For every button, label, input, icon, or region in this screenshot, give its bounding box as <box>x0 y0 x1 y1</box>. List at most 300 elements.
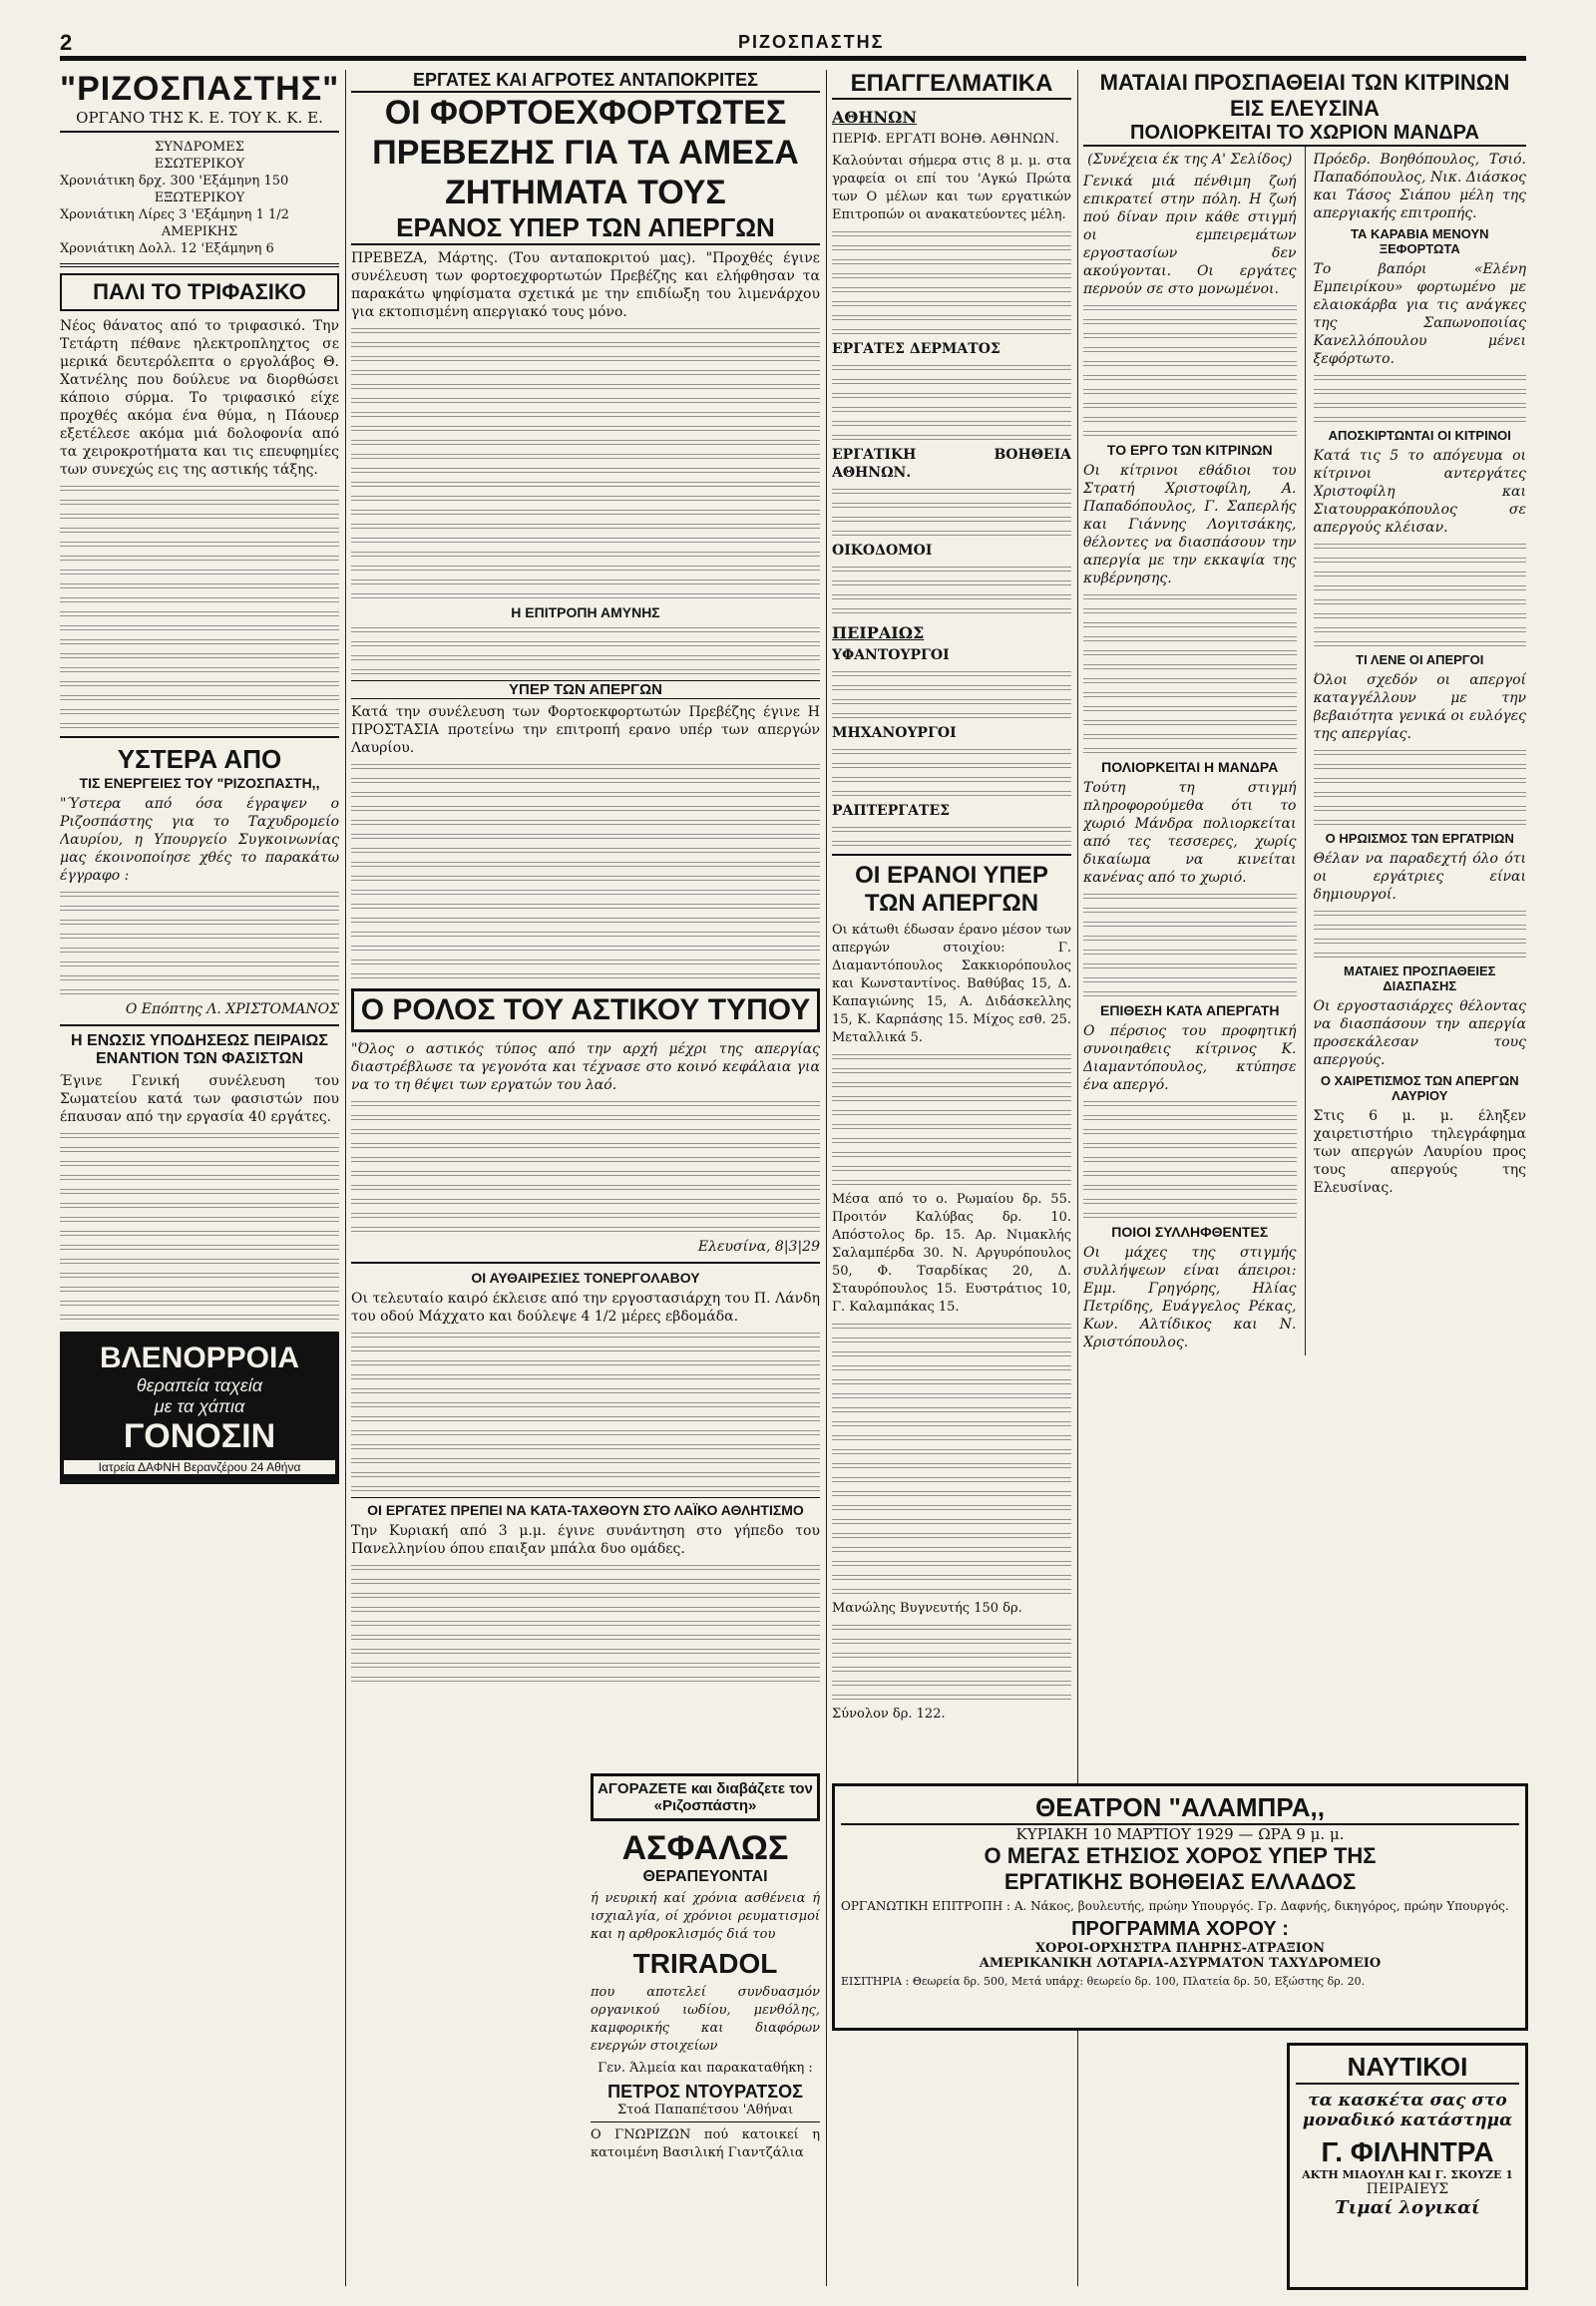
text-line-placeholder <box>60 608 339 618</box>
text-line-placeholder <box>832 1622 1071 1632</box>
text-line-placeholder <box>832 312 1071 322</box>
text-line-placeholder <box>60 622 339 632</box>
text-line-placeholder <box>832 1390 1071 1400</box>
text-line-placeholder <box>1314 624 1527 634</box>
section-peiraios: ΠΕΙΡΑΙΩΣ <box>832 623 925 642</box>
text-line-placeholder <box>60 917 339 927</box>
headline-ergo: ΤΟ ΕΡΓΟ ΤΩΝ ΚΙΤΡΙΝΩΝ <box>1106 442 1273 458</box>
text-line-placeholder <box>60 986 339 996</box>
text-line-placeholder <box>1314 817 1527 827</box>
headline-iroismos: Ο ΗΡΩΙΣΜΟΣ ΤΩΝ ΕΡΓΑΤΡΙΩΝ <box>1325 831 1514 846</box>
text-line-placeholder <box>60 706 339 716</box>
text-line-placeholder <box>351 465 820 475</box>
text-line-placeholder <box>351 638 820 648</box>
text-line-placeholder <box>1083 1126 1297 1136</box>
text-line-placeholder <box>832 577 1071 587</box>
theatre-orchestra: ΧΟΡΟΙ-ΟΡΧΗΣΤΡΑ ΠΛΗΡΗΣ-ΑΤΡΑΞΙΟΝ <box>1034 1941 1326 1956</box>
text-line-placeholder <box>832 1432 1071 1442</box>
headline-xairetismos: Ο ΧΑΙΡΕΤΙΣΜΟΣ ΤΩΝ ΑΠΕΡΓΩΝ ΛΑΥΡΙΟΥ <box>1320 1073 1519 1103</box>
text-line-placeholder <box>832 1135 1071 1145</box>
text-line-placeholder <box>60 1130 339 1140</box>
text-line-placeholder <box>1083 745 1297 755</box>
article-ergates: Την Κυριακή από 3 μ.μ. έγινε συνάντηση στο γήπεδο του Πανελληνίου όπου επαιξαν μπάλα δυο ομάδες. <box>351 1523 820 1557</box>
text-line-placeholder <box>60 1144 339 1154</box>
text-line-placeholder <box>832 1572 1071 1582</box>
text-line-placeholder <box>1314 761 1527 771</box>
ergates-dermaton: ΕΡΓΑΤΕΣ ΔΕΡΜΑΤΟΣ <box>832 341 1000 357</box>
text-line-placeholder <box>832 1692 1071 1702</box>
text-line-placeholder <box>1314 386 1527 396</box>
text-line-placeholder <box>832 376 1071 386</box>
text-line-placeholder <box>351 563 820 573</box>
text-line-placeholder <box>832 760 1071 770</box>
text-line-placeholder <box>832 500 1071 510</box>
text-line-placeholder <box>351 590 820 600</box>
text-line-placeholder <box>1083 633 1297 643</box>
text-line-placeholder <box>351 1126 820 1136</box>
text-line-placeholder <box>60 720 339 730</box>
text-line-placeholder <box>832 838 1071 848</box>
text-line-placeholder <box>1083 1098 1297 1108</box>
text-line-placeholder <box>832 228 1071 238</box>
text-line-placeholder <box>1083 386 1297 396</box>
asfalos-ad <box>591 1765 820 2294</box>
text-line-placeholder <box>832 1446 1071 1456</box>
page-number: 2 <box>60 30 73 55</box>
subs-interior-rate: Χρονιάτικη δρχ. 300 'Εξάμηνη 150 <box>60 174 289 189</box>
article-rolos: "Όλος ο αστικός τύπος από την αρχή μέχρι της απεργίας διαστρέβλωσε τα γεγονότα και τέχνασε στο κοινό κεφάλαια για να το τη θέψει των εργατών του λαό. <box>351 1041 820 1093</box>
headline-eranos: ΕΡΑΝΟΣ ΥΠΕΡ ΤΩΝ ΑΠΕΡΓΩΝ <box>351 212 820 245</box>
text-line-placeholder <box>351 437 820 447</box>
text-line-placeholder <box>60 1214 339 1224</box>
article-karavia: Το βαπόρι «Ελένη Εμπειρίκου» φορτωμένο με ελαιοκάρβα για τις ανάγκες της Σαπωνοποιίας Κανελλόπουλου μένει ξεφόρτωτο. <box>1313 261 1526 367</box>
text-line-placeholder <box>832 1650 1071 1660</box>
text-line-placeholder <box>60 497 339 507</box>
text-line-placeholder <box>351 1399 820 1409</box>
headline-ystera-sub: ΤΙΣ ΕΝΕΡΓΕΙΕΣ ΤΟΥ "ΡΙΖΟΣΠΑΣΤΗ,, <box>79 775 320 791</box>
text-line-placeholder <box>832 404 1071 414</box>
text-line-placeholder <box>60 664 339 674</box>
text-line-placeholder <box>1083 717 1297 727</box>
text-line-placeholder <box>60 553 339 563</box>
therapevontai-title: ΘΕΡΑΠΕΥΟΝΤΑΙ <box>642 1868 768 1885</box>
headline-aposkirt: ΑΠΟΣΚΙΡΤΩΝΤΑΙ ΟΙ ΚΙΤΡΙΝΟΙ <box>1328 428 1511 443</box>
text-line-placeholder <box>832 1163 1071 1173</box>
asfalos-text: ή νευρική καί χρόνια ασθένεια ή ισχιαλγία, οί χρόνιοι ρευματισμοί και η αρθροκλισμός διά του <box>591 1891 820 1942</box>
text-line-placeholder <box>1314 638 1527 648</box>
article-toner: Οι τελευταίο καιρό έκλεισε από την εργοστασιάρχη του Π. Λάνδη του οδού Μάχχατο και δούλεψε 4 1/2 μέρες εβδομάδα. <box>351 1291 820 1325</box>
text-line-placeholder <box>351 507 820 517</box>
text-line-placeholder <box>832 1335 1071 1345</box>
text-line-placeholder <box>1083 1140 1297 1150</box>
text-line-placeholder <box>1083 647 1297 657</box>
text-line-placeholder <box>351 789 820 799</box>
text-line-placeholder <box>832 298 1071 308</box>
text-line-placeholder <box>351 1168 820 1178</box>
text-line-placeholder <box>60 1298 339 1308</box>
article-xairetismos: Στις 6 μ. μ. έληξεν χαιρετιστήριο τηλεγράφημα των απεργών Λαυρίου προς τους απεργούς της Ελευσίνας. <box>1313 1108 1526 1196</box>
text-line-placeholder <box>60 692 339 702</box>
text-line-placeholder <box>351 1427 820 1437</box>
article-mataies-prosp: Οι εργοστασιάρχες θέλοντας να διασπάσουν την απεργία προσεκάλεσαν τους απεργούς. <box>1313 998 1526 1068</box>
text-line-placeholder <box>832 1530 1071 1540</box>
text-line-placeholder <box>60 1228 339 1238</box>
text-line-placeholder <box>351 1562 820 1572</box>
divider <box>60 736 339 738</box>
triradol-note: Γεν. Άλμεία και παρακαταθήκη : <box>598 2061 813 2076</box>
nautikoi-ad <box>1287 2043 1528 2290</box>
mixanourgoi: ΜΗΧΑΝΟΥΡΓΟΙ <box>832 725 957 741</box>
text-line-placeholder <box>351 1632 820 1642</box>
text-line-placeholder <box>832 1079 1071 1089</box>
text-line-placeholder <box>832 1348 1071 1358</box>
rolos-box <box>351 988 820 1032</box>
text-line-placeholder <box>1314 582 1527 592</box>
article-aposkirt: Κατά τις 5 το απόγευμα οι κίτρινοι αντεργάτες Χριστοφίλη και Σιατουρρακόπουλος σε απεργούς κλέισαν. <box>1313 448 1526 536</box>
text-line-placeholder <box>832 591 1071 601</box>
text-line-placeholder <box>351 1330 820 1340</box>
text-line-placeholder <box>1083 961 1297 970</box>
text-line-placeholder <box>351 409 820 419</box>
triradol-brand: TRIRADOL <box>632 1948 778 1979</box>
text-line-placeholder <box>832 1558 1071 1568</box>
text-line-placeholder <box>60 483 339 493</box>
headline-eranoi: ΟΙ ΕΡΑΝΟΙ ΥΠΕΡ ΤΩΝ ΑΠΕΡΓΩΝ <box>855 862 1048 917</box>
ad-gonosin-brand: ΓΟΝΟΣΙΝ <box>123 1417 276 1455</box>
theatre-headline-2: ΕΡΓΑΤΙΚΗΣ ΒΟΗΘΕΙΑΣ ΕΛΛΑΔΟΣ <box>1003 1869 1357 1894</box>
masthead-subtitle: ΟΡΓΑΝΟ ΤΗΣ Κ. Ε. ΤΟΥ Κ. Κ. Ε. <box>60 109 339 133</box>
text-line-placeholder <box>832 605 1071 615</box>
text-line-placeholder <box>1083 933 1297 943</box>
text-line-placeholder <box>351 423 820 433</box>
text-line-placeholder <box>351 1196 820 1206</box>
text-line-placeholder <box>60 1270 339 1280</box>
text-line-placeholder <box>351 775 820 785</box>
text-line-placeholder <box>351 957 820 966</box>
text-line-placeholder <box>1083 1168 1297 1178</box>
text-line-placeholder <box>1314 803 1527 813</box>
text-line-placeholder <box>351 325 820 335</box>
text-line-placeholder <box>351 1224 820 1234</box>
text-line-placeholder <box>351 1182 820 1192</box>
text-line-placeholder <box>1083 689 1297 699</box>
article-enosis: Έγινε Γενική συνέλευση του Σωματείου κατά των φασιστών που έπαυσαν από την εργασία 40 εργάτες. <box>60 1073 339 1125</box>
subs-interior: ΕΣΩΤΕΡΙΚΟΥ <box>154 157 245 172</box>
text-line-placeholder <box>351 1210 820 1220</box>
text-line-placeholder <box>351 817 820 827</box>
theatre-lottery: ΑΜΕΡΙΚΑΝΙΚΗ ΛΟΤΑΡΙΑ-ΑΣΥΡΜΑΤΟΝ ΤΑΧΥΔΡΟΜΕΙΟ <box>979 1956 1382 1971</box>
asfalos-title: ΑΣΦΑΛΩΣ <box>621 1829 789 1867</box>
text-line-placeholder <box>832 1121 1071 1131</box>
headline-episeisi: ΕΠΙΘΕΣΗ ΚΑΤΑ ΑΠΕΡΓΑΤΗ <box>1100 1002 1280 1018</box>
ad-gonosin-line2: θεραπεία ταχεία <box>136 1375 263 1395</box>
text-line-placeholder <box>351 1483 820 1493</box>
text-line-placeholder <box>832 1544 1071 1554</box>
headline-apergon: ΥΠΕΡ ΤΩΝ ΑΠΕΡΓΩΝ <box>351 680 820 699</box>
text-line-placeholder <box>351 624 820 634</box>
text-line-placeholder <box>832 1488 1071 1498</box>
correspondents-band: ΕΡΓΑΤΕΣ ΚΑΙ ΑΓΡΟΤΕΣ ΑΝΤΑΠΟΚΡΙΤΕΣ <box>351 70 820 93</box>
text-line-placeholder <box>1083 905 1297 915</box>
article-apergon: Κατά την συνέλευση των Φορτοεκφορτωτών Πρεβέζης έγινε Η ΠΡΟΣΤΑΣΙΑ προτείνω την επιτροπή ερανο υπέρ των απεργών Λαυρίου. <box>351 704 820 756</box>
text-line-placeholder <box>1314 400 1527 410</box>
text-line-placeholder <box>1083 974 1297 984</box>
text-line-placeholder <box>832 418 1071 428</box>
rolos-signature: Ελευσίνα, 8|3|29 <box>697 1239 820 1255</box>
text-line-placeholder <box>1314 922 1527 932</box>
text-line-placeholder <box>351 1371 820 1381</box>
text-line-placeholder <box>1314 950 1527 960</box>
subs-america: ΑΜΕΡΙΚΗΣ <box>161 224 238 239</box>
headline-toner: ΟΙ ΑΥΘΑΙΡΕΣΙΕΣ ΤΟΝΕΡΓΟΛΑΒΟΥ <box>471 1270 700 1286</box>
text-line-placeholder <box>1314 747 1527 757</box>
headline-apergoi: ΤΙ ΛΕΝΕ ΟΙ ΑΠΕΡΓΟΙ <box>1356 652 1484 667</box>
article-eranoi-2: Μέσα από το ο. Ρωμαίου δρ. 55. Προιτόν Καλύβας δρ. 10. Απόστολος δρ. 15. Αρ. Νιμακλής Σαλαμπέρδα 30. Ν. Αργυρόπουλος 50, Φ. Τσαρδίκας 20, Δ. Σταυρόπουλος 15. Ευστράτιος 10, Γ. Καλαμπάκας 15. <box>832 1192 1071 1315</box>
text-line-placeholder <box>832 1460 1071 1470</box>
headline-preveza: ΟΙ ΦΟΡΤΟΕΧΦΟΡΤΩΤΕΣ ΠΡΕΒΕΖΗΣ ΓΙΑ ΤΑ ΑΜΕΣΑ ΖΗΤΗΜΑΤΑ ΤΟΥΣ <box>372 94 799 211</box>
article-apergoi: Όλοι σχεδόν οι απεργοί καταγγέλλουν με την βεβαιότητα γενικά οι ευλόγες της απεργίας. <box>1313 672 1526 742</box>
text-line-placeholder <box>1314 569 1527 578</box>
divider <box>60 1024 339 1026</box>
text-line-placeholder <box>832 284 1071 294</box>
article-mataiai: Γενικά μιά πένθιμη ζωή επικρατεί στην πόλη. Η ζωή πού δίναν πριν κάθε στιγμή οι εμπειρεμάτων εργοστασίων δεν ακούγονται. Οι εργάτες περνούν σε στο μονωμένοι. <box>1083 174 1297 297</box>
text-line-placeholder <box>832 1149 1071 1159</box>
text-line-placeholder <box>832 256 1071 266</box>
text-line-placeholder <box>832 486 1071 496</box>
text-line-placeholder <box>1083 1196 1297 1206</box>
text-line-placeholder <box>60 511 339 521</box>
text-line-placeholder <box>1083 919 1297 929</box>
text-line-placeholder <box>351 576 820 586</box>
text-line-placeholder <box>832 1321 1071 1331</box>
divider <box>826 70 827 2286</box>
subs-exterior: ΕΞΩΤΕΡΙΚΟΥ <box>154 191 245 205</box>
text-line-placeholder <box>351 1112 820 1122</box>
article-ergo: Οι κίτρινοι εθάδιοι του Στρατή Χριστοφίλη, Α. Παπαδόπουλος, Γ. Σαπερλής και Γιάννης Λογιτσάκης, θέλοντες να διασπάσουν την απεργία με την εκκαψία της κυβέρνησης. <box>1083 463 1297 586</box>
text-line-placeholder <box>60 580 339 590</box>
headline-ergates: ΟΙ ΕΡΓΑΤΕΣ ΠΡΕΠΕΙ ΝΑ ΚΑΤΑ-ΤΑΧΘΟΥΝ ΣΤΟ ΛΑΪΚΟ ΑΘΛΗΤΙΣΜΟ <box>351 1497 820 1518</box>
column-4 <box>1083 70 1526 1767</box>
text-line-placeholder <box>832 242 1071 252</box>
subs-exterior-rate: Χρονιάτικη Λίρες 3 'Εξάμηνη 1 1/2 <box>60 207 289 222</box>
text-line-placeholder <box>1314 555 1527 565</box>
text-line-placeholder <box>832 1516 1071 1526</box>
text-line-placeholder <box>1083 316 1297 326</box>
text-line-placeholder <box>351 521 820 531</box>
headline-epitropi: Η ΕΠΙΤΡΟΠΗ ΑΜΥΝΗΣ <box>511 604 660 620</box>
text-line-placeholder <box>60 650 339 660</box>
article-syllifthentes: Οι μάχες της στιγμής συλλήψεων είναι άπειροι: Εμμ. Γρηγόρης, Ηλίας Πετρίδης, Ευάγγελος Ρέκας, Κων. Αλτίδικος και Ν. Χριστόπουλος. <box>1083 1245 1297 1350</box>
raptergates: ΡΑΠΤΕΡΓΑΤΕΣ <box>832 803 951 819</box>
agorazete-box <box>591 1773 820 1821</box>
text-line-placeholder <box>832 1107 1071 1117</box>
headline-syllifthentes: ΠΟΙΟΙ ΣΥΛΛΗΦΘΕΝΤΕΣ <box>1111 1224 1269 1240</box>
text-line-placeholder <box>1083 358 1297 368</box>
text-line-placeholder <box>1314 775 1527 785</box>
text-line-placeholder <box>1314 414 1527 424</box>
text-line-placeholder <box>60 1312 339 1322</box>
text-line-placeholder <box>1083 891 1297 901</box>
ad-gonosin <box>60 1332 339 1484</box>
text-line-placeholder <box>351 887 820 897</box>
headline-trifasiko: ΠΑΛΙ ΤΟ ΤΡΙΦΑΣΙΚΟ <box>60 273 339 311</box>
text-line-placeholder <box>1083 302 1297 312</box>
theatre-organizers: ΟΡΓΑΝΩΤΙΚΗ ΕΠΙΤΡΟΠΗ : Α. Νάκος, βουλευτής, πρώην Υπουργός. Γρ. Δαφνής, δικηγόρος, πρώην Υπουργός. <box>841 1899 1509 1913</box>
text-line-placeholder <box>1083 344 1297 354</box>
article-trifasiko: Νέος θάνατος από το τριφασικό. Την Τετάρτη πέθανε ηλεκτροπληχτος σε μερικά δευτερόλεπτα ο εργολάβος Θ. Χατνέλης που δούλευε να διορθώσει κάποιο σύρμα. Το τριφασικό είχε προχθές ακόμα ένα θύμα, η Πάουερ εξετέλεσε ακόμα μιά δολοφονία από τα χειροκροτήματα και τις επευφημίες των συνεχώς εις της αστικής τάξης. <box>60 318 339 478</box>
text-line-placeholder <box>832 710 1071 720</box>
text-line-placeholder <box>60 1172 339 1182</box>
text-line-placeholder <box>1083 619 1297 629</box>
text-line-placeholder <box>1083 400 1297 410</box>
text-line-placeholder <box>351 761 820 771</box>
headline-enosis: Η ΕΝΩΣΙΣ ΥΠΟΔΗΣΕΩΣ ΠΕΙΡΑΙΩΣ ΕΝΑΝΤΙΟΝ ΤΩΝ ΦΑΣΙΣΤΩΝ <box>71 1032 328 1067</box>
subscriptions-title: ΣΥΝΔΡΟΜΕΣ <box>155 140 244 155</box>
eranoi-total: Σύνολον δρ. 122. <box>832 1707 946 1722</box>
text-line-placeholder <box>1083 731 1297 741</box>
article-preveza: ΠΡΕΒΕΖΑ, Μάρτης. (Του ανταποκριτού μας). "Προχθές έγινε συνέλευση των φορτοεχφορτωτών Πρεβέζης και ελήφθησαν τα παρακάτω ψηφίσματα σχετικά με την επιδίωξη του λιμενάρχου για εκτοπισμένη απεργιακό τους μόνο. <box>351 250 820 320</box>
text-line-placeholder <box>1083 1154 1297 1164</box>
theatre-tickets: ΕΙΣΙΤΗΡΙΑ : Θεωρεία δρ. 500, Μετά υπάρχ: θεωρείο δρ. 100, Πλατεία δρ. 50, Εξώστης δρ. 20. <box>841 1975 1366 1988</box>
text-line-placeholder <box>832 788 1071 798</box>
text-line-placeholder <box>1314 610 1527 620</box>
text-line-placeholder <box>351 652 820 662</box>
text-line-placeholder <box>351 1140 820 1150</box>
text-line-placeholder <box>351 479 820 489</box>
headline-mataiai: ΜΑΤΑΙΑΙ ΠΡΟΣΠΑΘΕΙΑΙ ΤΩΝ ΚΙΤΡΙΝΩΝ ΕΙΣ ΕΛΕΥΣΙΝΑ <box>1099 70 1510 121</box>
continuation-note: (Συνέχεια έκ της Α' Σελίδος) <box>1087 152 1293 168</box>
theatre-program: ΠΡΟΓΡΑΜΜΑ ΧΟΡΟΥ : <box>1071 1918 1289 1940</box>
eranoi-manolis: Μανώλης Βυγνευτής 150 δρ. <box>832 1601 1022 1616</box>
col4-split <box>1083 147 1526 1355</box>
nautikoi-text: τα κασκέτα σας στο μοναδικό κατάστημα <box>1302 2091 1513 2130</box>
text-line-placeholder <box>832 1678 1071 1688</box>
ad-gonosin-address: Ιατρεία ΔΑΦΝΗ Βερανζέρου 24 Αθήνα <box>64 1460 335 1474</box>
article-ystera: "Ύστερα από όσα έγραψεν ο Ριζοσπάστης για το Ταχυδρομείο Λαυρίου, η Υπουργείο Συγκοινωνίας μας έκοινοποίησε χθές το παρακάτω έγγραφο : <box>60 796 339 884</box>
theatre-headline-1: Ο ΜΕΓΑΣ ΕΤΗΣΙΟΣ ΧΟΡΟΣ ΥΠΕΡ ΤΗΣ <box>984 1843 1377 1868</box>
text-line-placeholder <box>351 1646 820 1656</box>
triradol-text: που αποτελεί συνδυασμόν οργανικού ιωδίου, μενθόλης, καμφορικής και διαφόρων ενεργών στοιχείων <box>591 1985 820 2054</box>
text-line-placeholder <box>1083 947 1297 957</box>
text-line-placeholder <box>1083 330 1297 340</box>
text-line-placeholder <box>60 972 339 982</box>
text-line-placeholder <box>351 1357 820 1367</box>
text-line-placeholder <box>60 1256 339 1266</box>
section-athinon: ΑΘΗΝΩΝ <box>832 108 917 127</box>
text-line-placeholder <box>351 970 820 980</box>
text-line-placeholder <box>1083 1210 1297 1220</box>
text-line-placeholder <box>60 889 339 899</box>
text-line-placeholder <box>832 528 1071 538</box>
text-line-placeholder <box>351 367 820 377</box>
text-line-placeholder <box>832 1404 1071 1414</box>
text-line-placeholder <box>351 845 820 855</box>
running-head-title: ΡΙΖΟΣΠΑΣΤΗΣ <box>738 32 885 52</box>
header-rule <box>60 42 1526 61</box>
text-line-placeholder <box>832 682 1071 692</box>
text-line-placeholder <box>60 945 339 955</box>
text-line-placeholder <box>832 1418 1071 1428</box>
petros-name: ΠΕΤΡΟΣ ΝΤΟΥΡΑΤΣΟΣ <box>607 2082 803 2102</box>
text-line-placeholder <box>351 1590 820 1600</box>
text-line-placeholder <box>351 339 820 349</box>
text-line-placeholder <box>351 901 820 911</box>
text-line-placeholder <box>832 1093 1071 1103</box>
periph-text: Καλούνται σήμερα στις 8 μ. μ. στα γραφεία οι επί του 'Αγκώ Πρώτα των Ο μέλων και των εργατικών Επιτροπών οι ανακατεύοντες μέλη. <box>832 154 1071 222</box>
oikodomoi: ΟΙΚΟΔΟΜΟΙ <box>832 543 933 559</box>
text-line-placeholder <box>832 824 1071 834</box>
text-line-placeholder <box>351 859 820 869</box>
text-line-placeholder <box>832 1376 1071 1386</box>
ystera-signature: Ο Επόπτης Λ. ΧΡΙΣΤΟΜΑΝΟΣ <box>125 1001 339 1017</box>
text-line-placeholder <box>60 1186 339 1196</box>
text-line-placeholder <box>351 451 820 461</box>
text-line-placeholder <box>60 1242 339 1252</box>
text-line-placeholder <box>351 1455 820 1465</box>
text-line-placeholder <box>351 666 820 676</box>
theatre-date: ΚΥΡΙΑΚΗ 10 ΜΑΡΤΙΟΥ 1929 — ΩΡΑ 9 μ. μ. <box>1015 1825 1345 1843</box>
text-line-placeholder <box>60 903 339 913</box>
text-line-placeholder <box>351 1385 820 1395</box>
text-line-placeholder <box>351 873 820 883</box>
filintra-name: Γ. ΦΙΛΗΝΤΡΑ <box>1321 2136 1494 2167</box>
text-line-placeholder <box>351 395 820 405</box>
text-line-placeholder <box>351 1469 820 1479</box>
text-line-placeholder <box>832 1586 1071 1596</box>
text-line-placeholder <box>351 493 820 503</box>
text-line-placeholder <box>1314 372 1527 382</box>
col4-left <box>1083 147 1297 1355</box>
text-line-placeholder <box>832 1362 1071 1372</box>
headline-poliorkeitai: ΠΟΛΙΟΡΚΕΙΤΑΙ ΤΟ ΧΩΡΙΟΝ ΜΑΝΔΡΑ <box>1083 122 1526 147</box>
periph-label: ΠΕΡΙΦ. ΕΡΓΑΤΙ ΒΟΗΘ. ΑΘΗΝΩΝ. <box>832 132 1059 147</box>
text-line-placeholder <box>60 959 339 968</box>
text-line-placeholder <box>60 1158 339 1168</box>
filintra-address: ΑΚΤΗ ΜΙΑΟΥΛΗ ΚΑΙ Γ. ΣΚΟΥΖΕ 1 <box>1302 2168 1513 2181</box>
text-line-placeholder <box>1083 1182 1297 1192</box>
theatre-ad <box>832 1783 1528 2031</box>
text-line-placeholder <box>351 1344 820 1353</box>
text-line-placeholder <box>1083 1112 1297 1122</box>
headline-epaggelmatika: ΕΠΑΓΓΕΛΜΑΤΙΚΑ <box>832 70 1071 100</box>
divider <box>345 70 346 2286</box>
col4-right <box>1314 147 1527 1355</box>
text-line-placeholder <box>832 326 1071 336</box>
text-line-placeholder <box>351 1576 820 1586</box>
text-line-placeholder <box>832 1502 1071 1512</box>
text-line-placeholder <box>1083 988 1297 998</box>
yfantourgoi: ΥΦΑΝΤΟΥΡΓΟΙ <box>832 647 950 663</box>
text-line-placeholder <box>1083 661 1297 671</box>
filintra-prices: Τιμαί λογικαί <box>1335 2197 1480 2218</box>
text-line-placeholder <box>351 1618 820 1628</box>
text-line-placeholder <box>832 362 1071 372</box>
text-line-placeholder <box>832 1474 1071 1484</box>
text-line-placeholder <box>832 1664 1071 1674</box>
column-1 <box>60 70 339 2286</box>
text-line-placeholder <box>351 1674 820 1684</box>
col4-names: Πρόεδρ. Βοηθόπουλος, Τσιό. Παπαδόπουλος, Νικ. Διάσκος και Τάσος Σιάπου μέλη της απεργιακής επιτροπής. <box>1313 152 1526 221</box>
text-line-placeholder <box>1083 703 1297 713</box>
text-line-placeholder <box>351 831 820 841</box>
ad-gonosin-line3: με τα χάπια <box>154 1396 245 1416</box>
headline-poliork-mandra: ΠΟΛΙΟΡΚΕΙΤΑΙ Η ΜΑΝΔΡΑ <box>1101 759 1279 775</box>
text-line-placeholder <box>351 929 820 939</box>
text-line-placeholder <box>60 636 339 646</box>
text-line-placeholder <box>832 668 1071 678</box>
headline-ystera: ΥΣΤΕΡΑ ΑΠΟ <box>117 744 282 774</box>
text-line-placeholder <box>60 539 339 549</box>
